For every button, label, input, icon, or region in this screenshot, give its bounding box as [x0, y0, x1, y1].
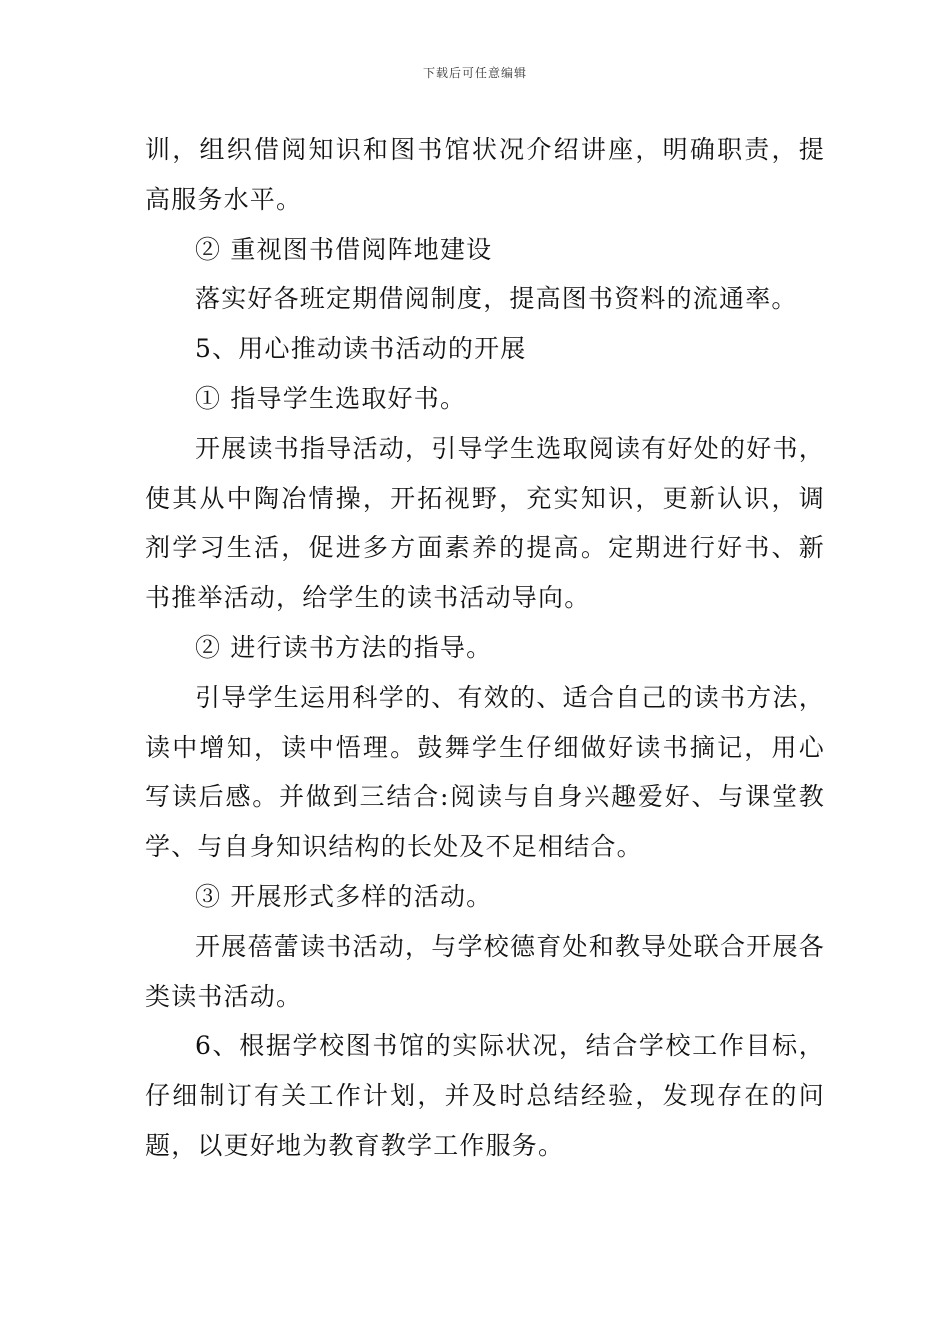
page-header: 下载后可任意编辑 — [422, 66, 527, 80]
paragraph-reading-methods: 引导学生运用科学的、有效的、适合自己的读书方法，读中增知，读中悟理。鼓舞学生仔细做好读书摘记，用心写读后感。并做到三结合:阅读与自身兴趣爱好、与课堂教学、与自身知识结构的长处及不足相结合。 — [145, 682, 825, 862]
subheading-diverse-activities: ③ 开展形式多样的活动。 — [195, 881, 493, 911]
document-body — [145, 125, 825, 1171]
paragraph-continuation: 训，组织借阅知识和图书馆状况介绍讲座，明确职责，提高服务水平。 — [145, 135, 825, 214]
subheading-reading-methods: ② 进行读书方法的指导。 — [195, 632, 493, 662]
section-heading-work-plan: 6、根据学校图书馆的实际状况，结合学校工作目标，仔细制订有关工作计划，并及时总结经验，发现存在的问题，以更好地为教育教学工作服务。 — [145, 1031, 825, 1160]
paragraph-borrowing-system: 落实好各班定期借阅制度，提高图书资料的流通率。 — [195, 284, 798, 314]
section-heading-reading-activities: 5、用心推动读书活动的开展 — [195, 334, 527, 364]
subheading-choose-books: ① 指导学生选取好书。 — [195, 383, 467, 413]
paragraph-reading-guidance: 开展读书指导活动，引导学生选取阅读有好处的好书，使其从中陶冶情操，开拓视野，充实知识，更新认识，调剂学习生活，促进多方面素养的提高。定期进行好书、新书推举活动，给学生的读书活动导向。 — [145, 433, 825, 613]
paragraph-bud-reading-activities: 开展蓓蕾读书活动，与学校德育处和教导处联合开展各类读书活动。 — [145, 931, 825, 1011]
subheading-library-construction: ② 重视图书借阅阵地建设 — [195, 234, 493, 264]
